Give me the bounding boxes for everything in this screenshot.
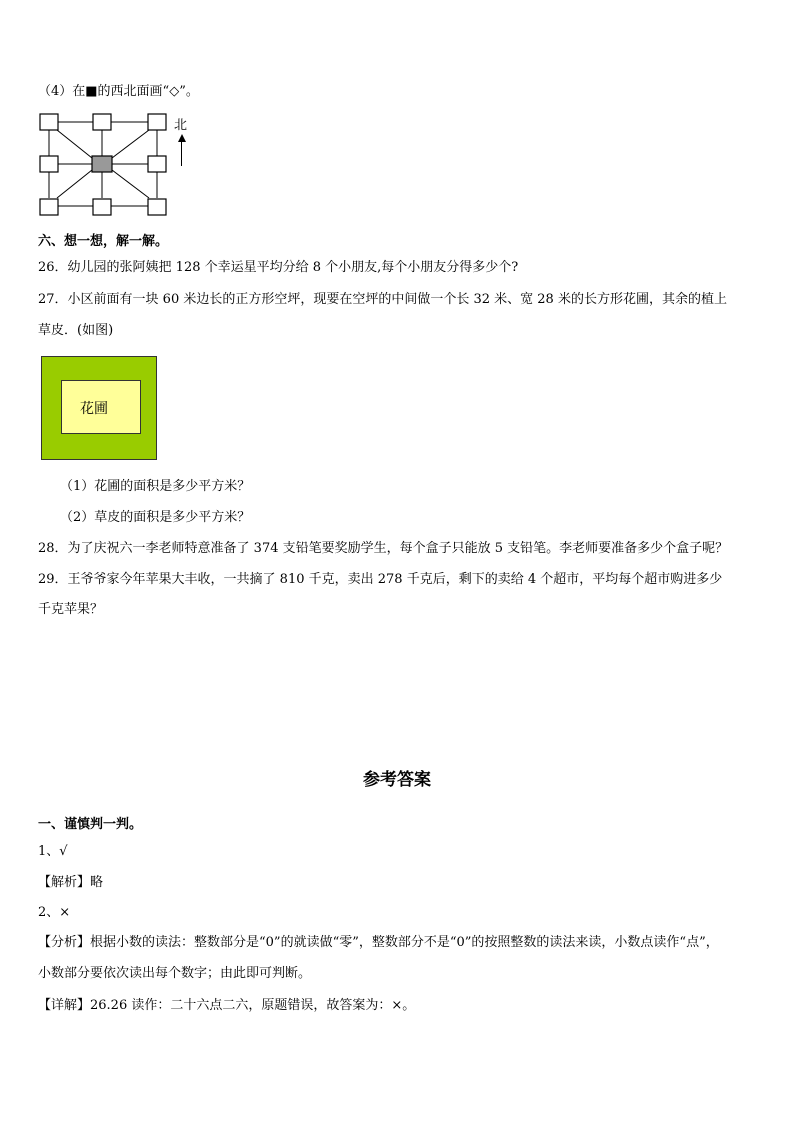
answer-1: 1、√ bbox=[38, 844, 68, 859]
compass-label: 北 bbox=[174, 118, 188, 133]
question-29-line2: 千克苹果？ bbox=[38, 602, 104, 617]
direction-grid-diagram bbox=[38, 113, 168, 217]
question-4: （4）在■的西北面画“◇”。 bbox=[38, 84, 199, 99]
question-27-line2: 草皮．(如图) bbox=[38, 323, 114, 338]
section-6-title: 六、想一想，解一解。 bbox=[38, 234, 169, 249]
answer-2-detail: 【详解】26.26 读作：二十六点二六，原题错误，故答案为：×。 bbox=[38, 998, 416, 1013]
question-27-sub2: （2）草皮的面积是多少平方米？ bbox=[60, 510, 251, 525]
flowerbed-area bbox=[61, 380, 141, 434]
question-28: 28．为了庆祝六一李老师特意准备了 374 支铅笔要奖励学生，每个盒子只能放 5 支铅笔。李老师要准备多少个盒子呢？ bbox=[38, 541, 729, 556]
answers-section-1-title: 一、谨慎判一判。 bbox=[38, 817, 143, 832]
center-square bbox=[92, 156, 112, 172]
question-27-sub1: （1）花圃的面积是多少平方米？ bbox=[60, 479, 251, 494]
answers-heading: 参考答案 bbox=[363, 770, 431, 790]
lawn-area bbox=[41, 356, 157, 460]
question-29-line1: 29．王爷爷家今年苹果大丰收，一共摘了 810 千克，卖出 278 千克后，剩下的卖给 4 个超市，平均每个超市购进多少 bbox=[38, 572, 723, 587]
answer-2-analysis-line1: 【分析】根据小数的读法：整数部分是“0”的就读做“零”，整数部分不是“0”的按照整数的读法来读，小数点读作“点”， bbox=[38, 935, 719, 950]
answer-2: 2、× bbox=[38, 905, 71, 920]
north-arrow-icon bbox=[172, 114, 192, 170]
answer-2-analysis-line2: 小数部分要依次读出每个数字；由此即可判断。 bbox=[38, 966, 312, 981]
question-27-line1: 27．小区前面有一块 60 米边长的正方形空坪，现要在空坪的中间做一个长 32 米、宽 28 米的长方形花圃，其余的植上 bbox=[38, 292, 727, 307]
flowerbed-label: 花圃 bbox=[80, 401, 108, 417]
question-26: 26．幼儿园的张阿姨把 128 个幸运星平均分给 8 个小朋友,每个小朋友分得多少个? bbox=[38, 260, 519, 275]
answer-1-analysis: 【解析】略 bbox=[38, 875, 104, 890]
